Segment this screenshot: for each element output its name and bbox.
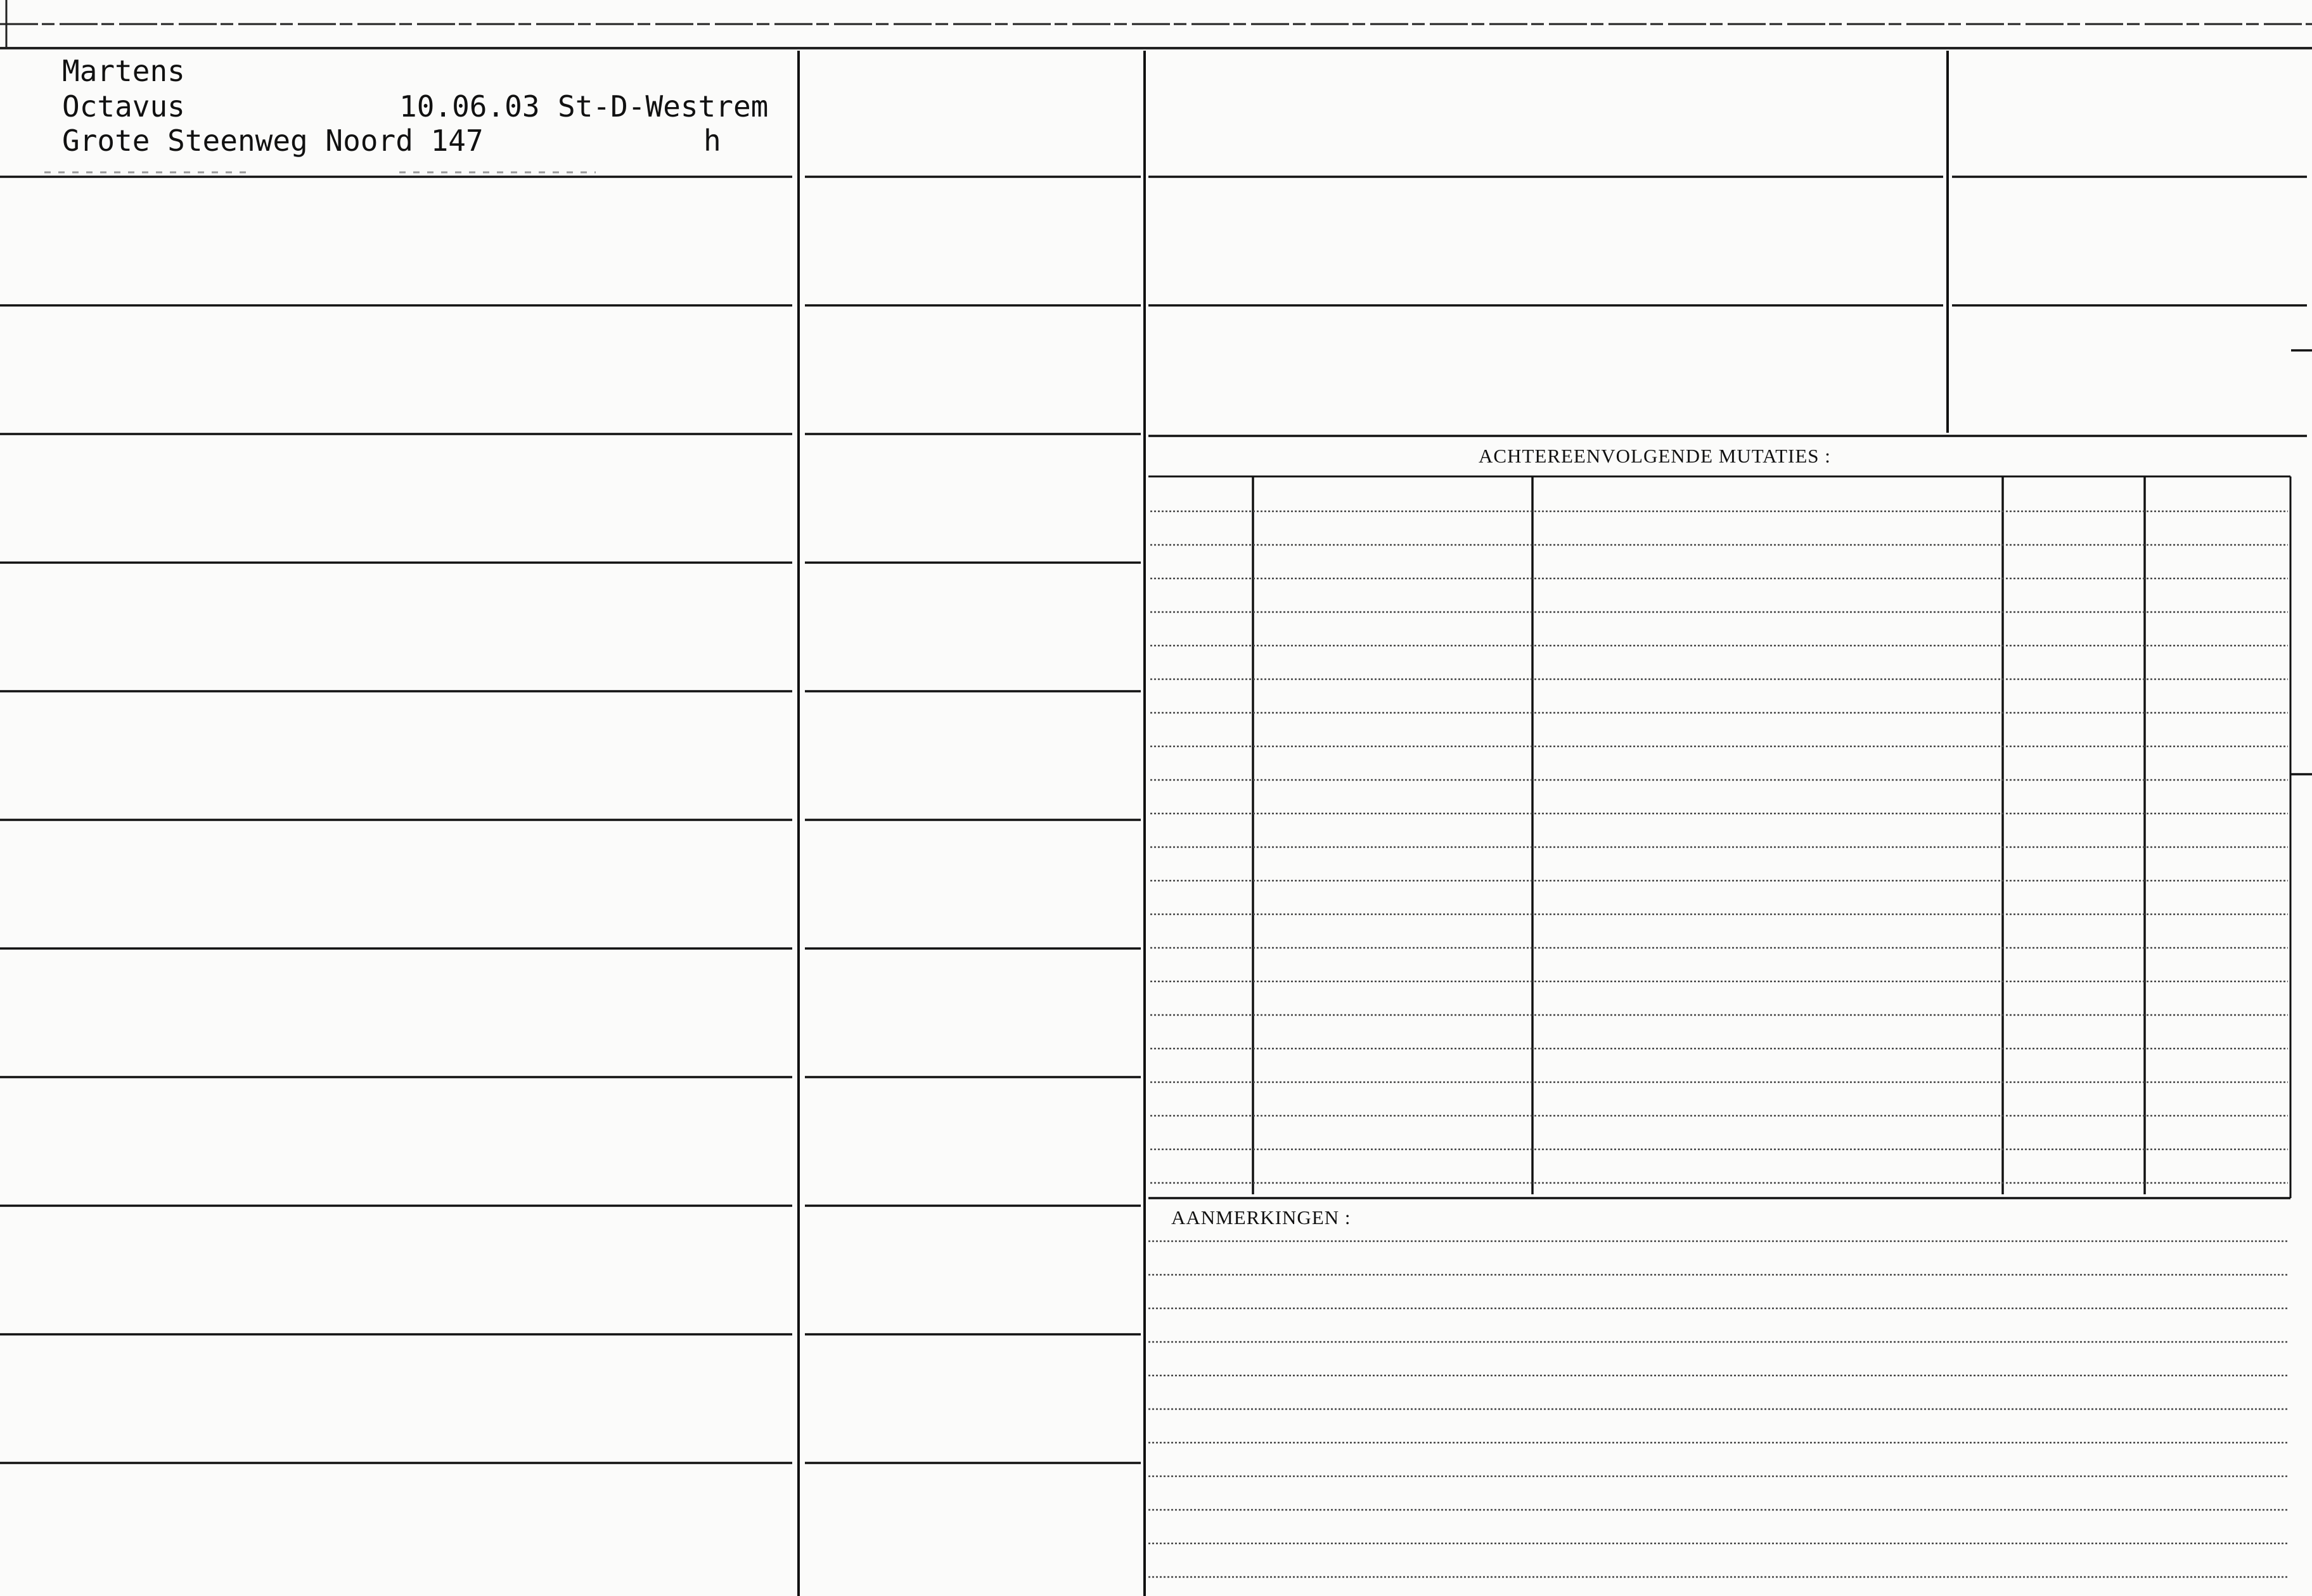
status-mark-text: h (703, 124, 721, 158)
left-row-rules (0, 177, 1141, 1463)
birth-date-text: 10.06.03 (399, 89, 540, 124)
mutations-table-frame (1148, 476, 2290, 1198)
remarks-heading: AANMERKINGEN : (1171, 1206, 1351, 1229)
mutations-heading: ACHTEREENVOLGENDE MUTATIES : (1479, 445, 1831, 467)
birth-place-text: St-D-Westrem (558, 89, 769, 124)
remarks-dotted-rules (1148, 1241, 2288, 1577)
surname-text: Martens (62, 54, 185, 88)
first-name-text: Octavus (62, 89, 185, 124)
mutations-dotted-rules (1150, 511, 2288, 1183)
address-text: Grote Steenweg Noord 147 (62, 124, 484, 158)
top-edge (0, 0, 2312, 48)
column-dividers (799, 51, 1948, 1596)
